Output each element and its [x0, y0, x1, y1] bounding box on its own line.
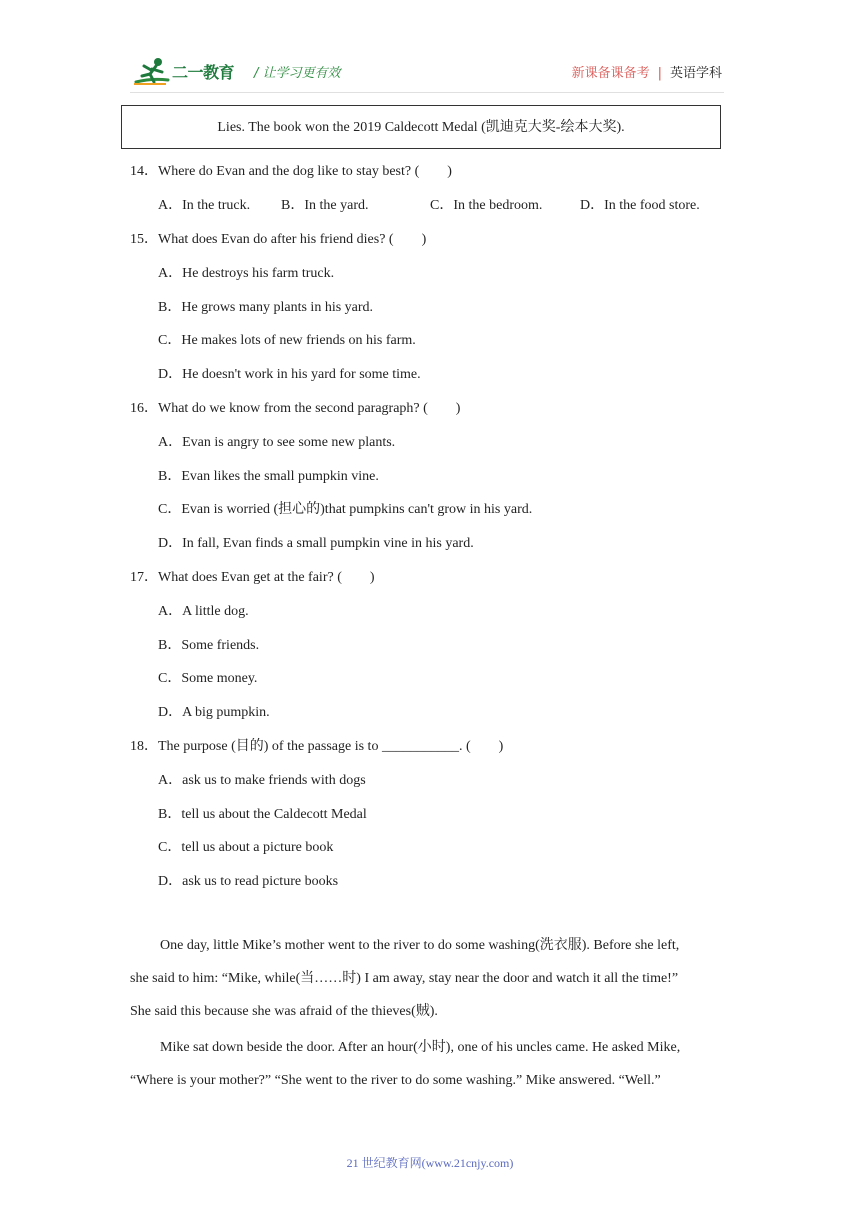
header-right [572, 62, 722, 81]
header-separator: | [657, 66, 662, 81]
option-16-a: A．Evan is angry to see some new plants. [158, 435, 396, 450]
question-18: 18．The purpose (目的) of the passage is to ___________. ( ) [130, 739, 504, 754]
option-16-b: B．Evan likes the small pumpkin vine. [158, 469, 379, 484]
option-14-b: B．In the yard. [281, 198, 369, 213]
option-18-b: B．tell us about the Caldecott Medal [158, 807, 367, 822]
option-14-d: D．In the food store. [580, 198, 700, 213]
question-17: 17．What does Evan get at the fair? ( ) [130, 570, 375, 585]
passage-line: Mike sat down beside the door. After an hour(小时), one of his uncles came. He asked Mike, [160, 1040, 681, 1055]
option-17-c: C．Some money. [158, 671, 258, 686]
passage-line: she said to him: “Mike, while(当……时) I am away, stay near the door and watch it all the time!” [130, 971, 679, 986]
option-15-a: A．He destroys his farm truck. [158, 266, 335, 281]
question-14: 14．Where do Evan and the dog like to stay best? ( ) [130, 164, 452, 179]
page-footer: 21 世纪教育网(www.21cnjy.com) [346, 1156, 514, 1170]
option-17-d: D．A big pumpkin. [158, 705, 270, 720]
slogan: / 让学习更有效 [254, 66, 341, 81]
boxed-text: Lies. The book won the 2019 Caldecott Medal (凯迪克大奖-绘本大奖). [121, 105, 721, 149]
question-15: 15．What does Evan do after his friend dies? ( ) [130, 232, 427, 247]
header-divider [130, 92, 724, 93]
passage-line: She said this because she was afraid of the thieves(贼). [130, 1004, 438, 1019]
subject-label: 英语学科 [669, 66, 722, 81]
option-18-a: A．ask us to make friends with dogs [158, 773, 366, 788]
logo-text: 二一教育 [172, 63, 235, 82]
passage-paragraph-1 [130, 929, 733, 1028]
option-14-c: C．In the bedroom. [430, 198, 543, 213]
option-15-d: D．He doesn't work in his yard for some time. [158, 367, 421, 382]
question-16: 16．What do we know from the second paragraph? ( ) [130, 401, 461, 416]
passage-line: “Where is your mother?” “She went to the river to do some washing.” Mike answered. “Well.” [130, 1073, 661, 1088]
option-15-b: B．He grows many plants in his yard. [158, 300, 374, 315]
passage-paragraph-2 [130, 1031, 733, 1097]
page-header [0, 0, 860, 100]
option-17-a: A．A little dog. [158, 604, 249, 619]
course-tag: 新课备课备考 [571, 66, 650, 81]
option-18-c: C．tell us about a picture book [158, 840, 334, 855]
option-18-d: D．ask us to read picture books [158, 874, 339, 889]
option-15-c: C．He makes lots of new friends on his farm. [158, 333, 416, 348]
option-16-c: C．Evan is worried (担心的)that pumpkins can't grow in his yard. [158, 502, 533, 517]
option-14-a: A．In the truck. [158, 198, 251, 213]
option-16-d: D．In fall, Evan finds a small pumpkin vine in his yard. [158, 536, 474, 551]
passage-line: One day, little Mike’s mother went to the river to do some washing(洗衣服). Before she left, [160, 938, 680, 953]
option-17-b: B．Some friends. [158, 638, 260, 653]
